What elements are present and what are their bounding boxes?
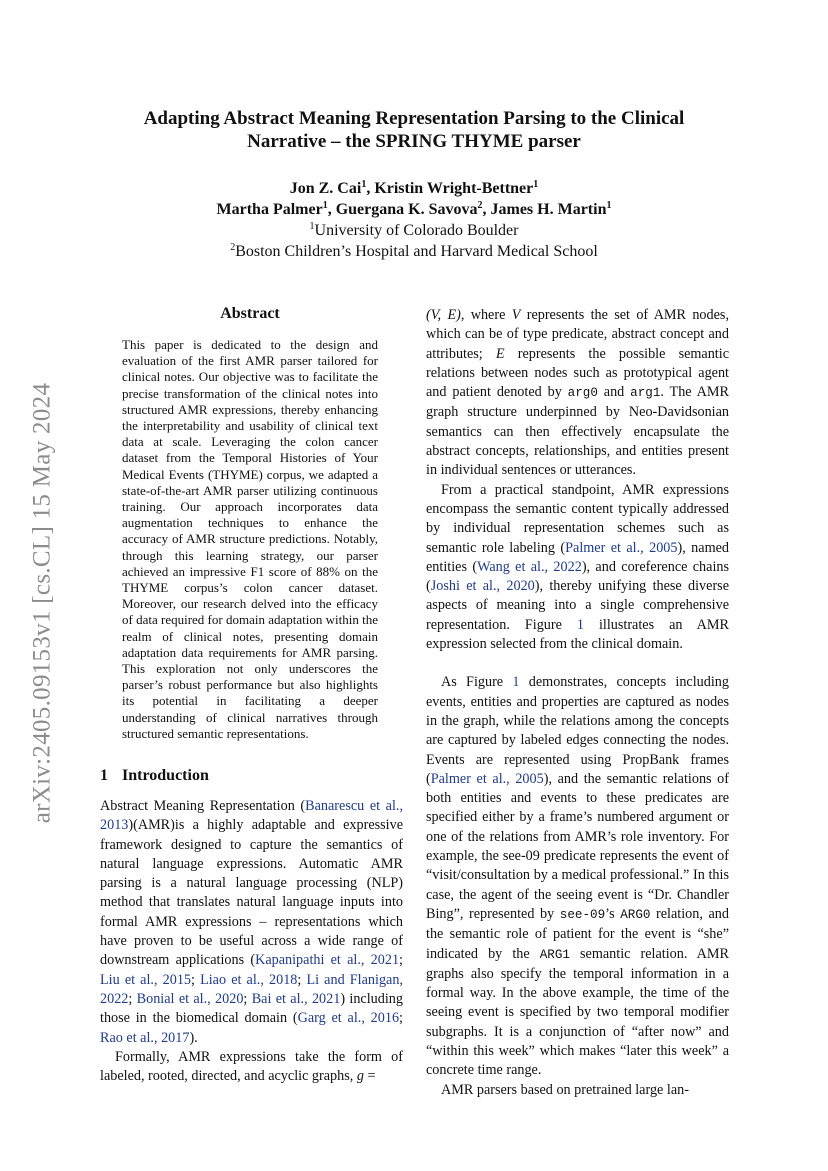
author-line-2 <box>100 199 728 220</box>
code-token: see-09 <box>559 907 606 922</box>
citation-link[interactable]: Wang et al., 2022 <box>477 558 582 575</box>
citation-link[interactable]: Palmer et al., 2005 <box>565 539 678 556</box>
citation-link[interactable]: Garg et al., 2016 <box>297 1010 400 1027</box>
abstract-heading: Abstract <box>220 305 280 322</box>
author-block <box>100 178 728 262</box>
affiliation-mark: 2 <box>230 242 236 253</box>
code-token: ARG0 <box>620 907 651 922</box>
section-heading-introduction <box>100 767 209 785</box>
affiliation-1 <box>100 220 728 241</box>
citation-link[interactable]: Li and Flanigan, 2022 <box>100 971 403 1007</box>
author-name: Jon Z. Cai <box>289 180 362 197</box>
right-column-body <box>426 306 729 1100</box>
affiliation-mark: 2 <box>477 200 483 211</box>
citation-link[interactable]: Liu et al., 2015 <box>100 971 192 988</box>
citation-link[interactable]: Bonial et al., 2020 <box>136 990 244 1007</box>
affiliation-name: University of Colorado Boulder <box>314 222 519 239</box>
author-name: Guergana K. Savova <box>335 201 478 218</box>
math-expression: (V, E) <box>426 307 461 323</box>
citation-link[interactable]: Palmer et al., 2005 <box>430 770 544 787</box>
paragraph-text: semantic relation. AMR graphs also specify the temporal information in a formal way. In the above example, the time of the seeing event is specified by two temporal modifier subgraphs. It is a conjunction of “after now” and “within this week” which makes “later this week” a concrete time range. <box>426 945 729 1079</box>
author-separator: , <box>327 201 336 218</box>
affiliation-mark: 1 <box>309 221 315 232</box>
paragraph-text: ’s <box>605 905 621 922</box>
citation-link[interactable]: Joshi et al., 2020 <box>430 578 535 595</box>
figure-reference-link[interactable]: 1 <box>576 616 584 633</box>
paragraph-text: ), and the semantic relations of both entities and events to these predicates are specified either by a frame’s numbered argument or one of the relations from AMR’s role inventory. For example, the see-09 predicate represents the event of “visit/consultation by a medical professional.” In this case, the agent of the seeing event is “Dr. Chandler Bing”, represented by <box>426 770 729 922</box>
code-token: ARG1 <box>539 947 570 962</box>
citation-link[interactable]: Banarescu et al., 2013 <box>100 798 404 834</box>
arxiv-identifier-text: arXiv:2405.09153v1 [cs.CL] 15 May 2024 <box>28 382 56 823</box>
affiliation-mark: 1 <box>533 179 539 190</box>
affiliation-2 <box>100 241 728 262</box>
paragraph-text: demonstrates, concepts including events, entities and properties are captured as nodes in the graph, while the relations among the concepts are captured by labeled edges connecting the nodes. Events are represented using PropBank frames ( <box>426 674 729 787</box>
paragraph-text: illustrates an AMR expression selected from the clinical domain. <box>426 616 729 653</box>
math-symbol: E <box>495 345 505 362</box>
paragraph-text: represents the set of AMR nodes, which can be of type predicate, abstract concept and attributes; <box>426 307 729 362</box>
intro-paragraph-1 <box>100 797 403 1048</box>
title-line-1: Adapting Abstract Meaning Representation Parsing to the Clinical <box>143 108 685 129</box>
paper-title <box>100 107 728 153</box>
paragraph-text: ) including those in the biomedical domain ( <box>100 990 403 1027</box>
citation-link[interactable]: Rao et al., 2017 <box>100 1029 190 1046</box>
citation-link[interactable]: Kapanipathi et al., 2021 <box>255 952 400 969</box>
paragraph-text: = <box>363 1068 376 1085</box>
section-number: 1 <box>100 767 108 784</box>
paragraph-text: Abstract Meaning Representation ( <box>100 798 306 814</box>
code-token: arg1 <box>630 386 661 401</box>
citation-separator: ; <box>297 971 307 988</box>
author-name: Kristin Wright-Bettner <box>374 180 534 197</box>
citation-separator: ; <box>399 1010 403 1027</box>
abstract-text: This paper is dedicated to the design and evaluation of the first AMR parser tailored for clinical notes. Our objective was to facilitate the precise transformation of the clinical notes into structured AMR expressions, thereby enhancing the interpretability and usability of clinical text data at scale. Leveraging the colon cancer dataset from the Temporal Histories of Your Medical Events (THYME) corpus, we adapted a state-of-the-art AMR parser utilizing continuous training. Our approach incorporates data augmentation techniques to enhance the accuracy of AMR structure predictions. Notably, through this learning strategy, our parser achieved an impressive F1 score of 88% on the THYME corpus’s colon cancer dataset. Moreover, our research delved into the efficacy of data required for domain adaptation within the realm of clinical notes, presenting domain adaptation data requirements for AMR parsing. This exploration not only underscores the parser’s robust performance but also highlights its potential in facilitating a deeper understanding of clinical narratives through structured semantic representations. <box>122 337 378 741</box>
paragraph-text: ). <box>189 1029 198 1046</box>
paragraph-text: )(AMR)is a highly adaptable and expressive framework designed to capture the semantics of natural language expressions. Automatic AMR parsing is a natural language processing (NLP) method that translates natural language inputs into formal AMR expressions – representations which have proven to be useful across a wide range of downstream applications ( <box>100 817 403 969</box>
section-title: Introduction <box>122 767 209 784</box>
paragraph-text: ), and coreference chains ( <box>426 558 730 595</box>
left-column-body <box>100 797 403 1086</box>
paragraph-text: Formally, AMR expressions take the form of labeled, rooted, directed, and acyclic graphs, <box>100 1048 403 1085</box>
paragraph-text: From a practical standpoint, AMR expressions encompass the semantic content typically addressed by individual representation schemes such as semantic role labeling ( <box>426 481 729 556</box>
paragraph-text: , where <box>460 307 512 323</box>
citation-link[interactable]: Bai et al., 2021 <box>251 990 341 1007</box>
paragraph-text: relation, and the semantic role of patient for the event is “she” indicated by the <box>426 905 729 962</box>
right-paragraph-3 <box>426 673 729 1080</box>
title-line-2: Narrative – the SPRING THYME parser <box>247 131 581 152</box>
author-separator: , <box>366 180 375 197</box>
figure-reference-link[interactable]: 1 <box>512 674 520 691</box>
author-name: James H. Martin <box>490 201 607 218</box>
right-paragraph-1 <box>426 306 729 481</box>
affiliation-mark: 1 <box>322 200 328 211</box>
citation-separator: ; <box>191 971 201 988</box>
intro-paragraph-2 <box>100 1048 403 1087</box>
paragraph-text: As Figure <box>441 674 513 691</box>
paragraph-text: and <box>597 384 631 401</box>
paragraph-text: ), named entities ( <box>426 539 729 575</box>
arxiv-identifier <box>20 355 64 850</box>
paragraph-text: ), thereby unifying these diverse aspects of meaning into a single comprehensive representation. Figure <box>426 578 729 633</box>
citation-separator: ; <box>128 990 137 1007</box>
citation-link[interactable]: Liao et al., 2018 <box>200 971 298 988</box>
paragraph-text: . The AMR graph structure underpinned by Neo-Davidsonian semantics can then effectively encapsulate the abstract concepts, relationships, and entities present in individual sentences or utterances. <box>426 384 729 479</box>
author-separator: , <box>482 201 491 218</box>
affiliation-mark: 1 <box>361 179 367 190</box>
citation-separator: ; <box>399 952 403 969</box>
math-symbol: g <box>356 1068 364 1085</box>
citation-separator: ; <box>243 990 252 1007</box>
affiliation-name: Boston Children’s Hospital and Harvard Medical School <box>235 243 598 260</box>
affiliation-mark: 1 <box>606 200 612 211</box>
math-symbol: V <box>511 307 521 323</box>
paragraph-text: represents the possible semantic relations between nodes such as prototypical agent and patient denoted by <box>426 345 729 401</box>
right-paragraph-4 <box>426 1081 729 1100</box>
author-line-1 <box>100 178 728 199</box>
paragraph-text: AMR parsers based on pretrained large lan- <box>441 1081 689 1098</box>
code-token: arg0 <box>567 386 598 401</box>
author-name: Martha Palmer <box>216 201 323 218</box>
right-paragraph-2 <box>426 481 729 655</box>
